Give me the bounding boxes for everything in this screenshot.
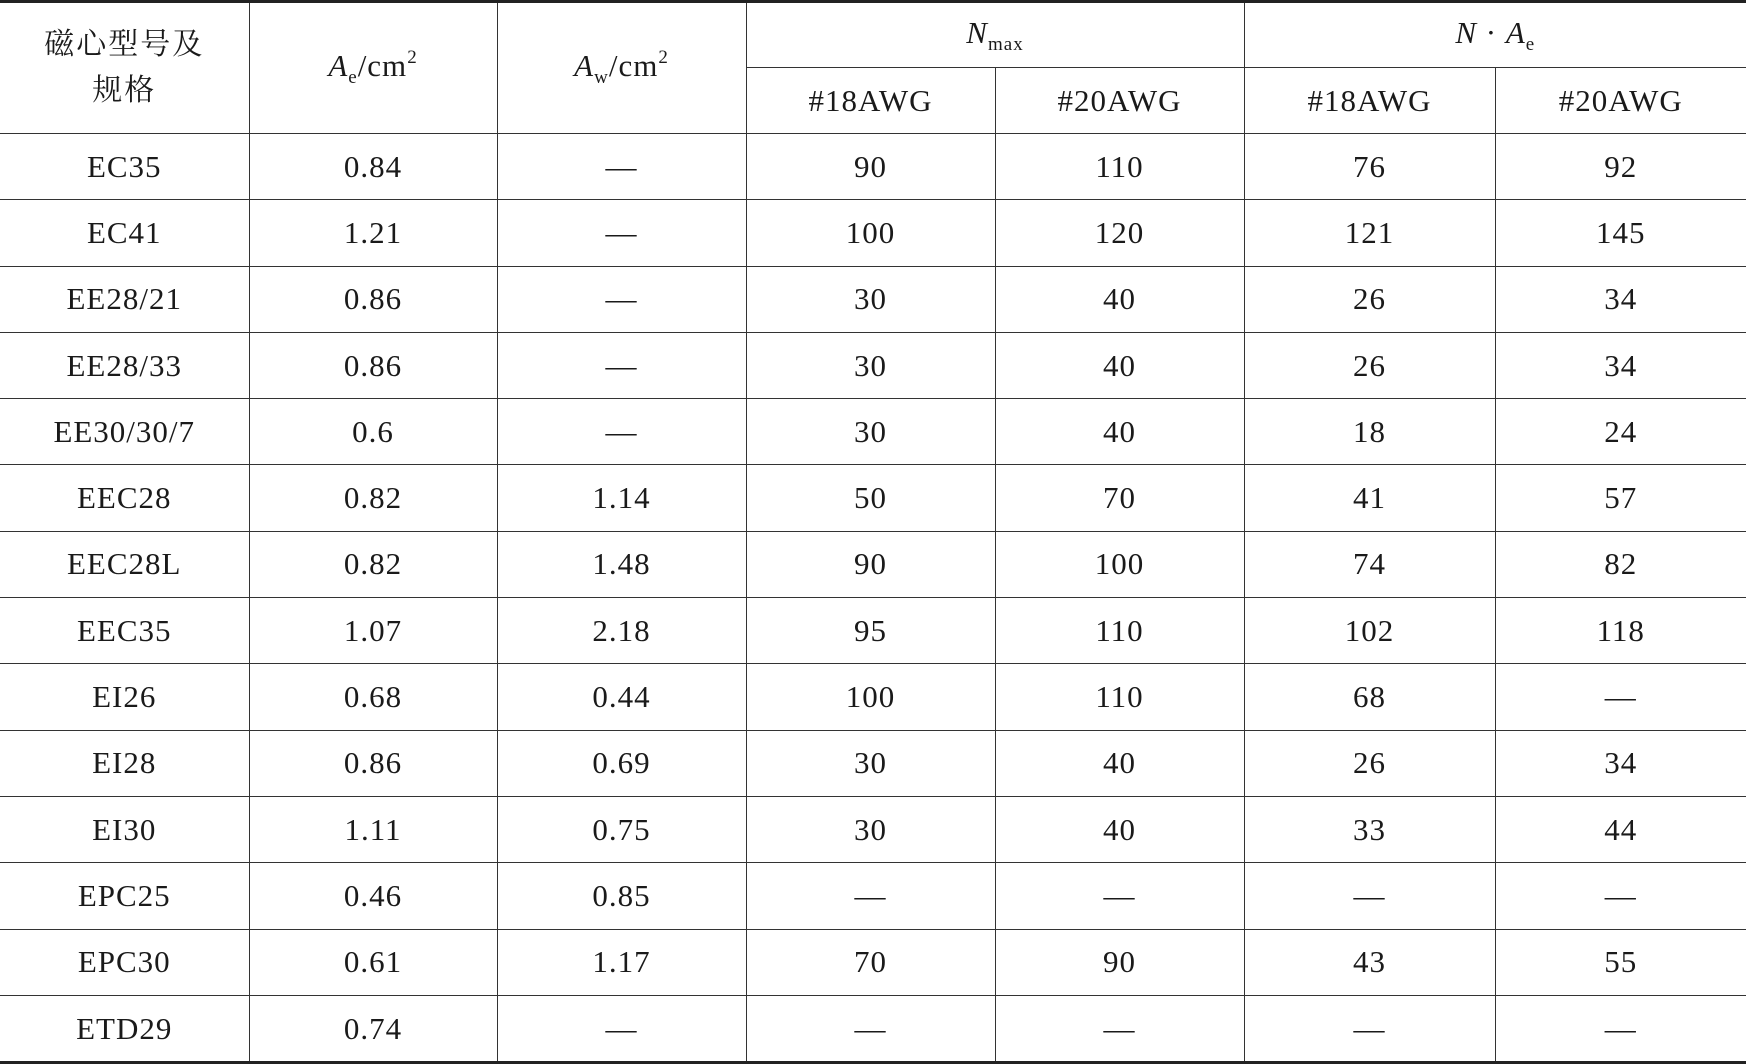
cell-nmax-20awg: — [995, 863, 1244, 929]
cell-nmax-18awg: 30 [746, 399, 995, 465]
cell-ae: 0.86 [249, 266, 497, 332]
cell-core-model: EEC28L [0, 531, 249, 597]
cell-nae-20awg: 82 [1495, 531, 1746, 597]
table-row [0, 465, 1746, 531]
cell-nae-18awg: — [1244, 863, 1495, 929]
cell-nmax-20awg: 40 [995, 730, 1244, 796]
cell-aw: — [497, 200, 746, 266]
cell-ae: 1.11 [249, 796, 497, 862]
cell-core-model: EEC35 [0, 598, 249, 664]
cell-nae-18awg: 26 [1244, 730, 1495, 796]
cell-ae: 0.82 [249, 465, 497, 531]
cell-nae-18awg: 102 [1244, 598, 1495, 664]
cell-nmax-18awg: 30 [746, 796, 995, 862]
cell-nmax-20awg: 40 [995, 332, 1244, 398]
cell-nmax-20awg: 40 [995, 399, 1244, 465]
table-row [0, 332, 1746, 398]
cell-core-model: EC41 [0, 200, 249, 266]
header-nae-20awg: #20AWG [1495, 68, 1746, 134]
cell-nmax-18awg: 100 [746, 664, 995, 730]
cell-aw: — [497, 995, 746, 1062]
cell-nmax-18awg: 70 [746, 929, 995, 995]
header-n-times-ae [1244, 2, 1746, 68]
cell-nae-18awg: 26 [1244, 266, 1495, 332]
cell-nmax-20awg: 120 [995, 200, 1244, 266]
cell-nmax-20awg: 40 [995, 796, 1244, 862]
cell-nae-20awg: — [1495, 995, 1746, 1062]
table-row [0, 531, 1746, 597]
cell-nae-20awg: 118 [1495, 598, 1746, 664]
cell-nmax-18awg: 50 [746, 465, 995, 531]
cell-core-model: EE28/33 [0, 332, 249, 398]
cell-nmax-20awg: 90 [995, 929, 1244, 995]
cell-ae: 0.74 [249, 995, 497, 1062]
cell-ae: 0.84 [249, 134, 497, 200]
cell-ae: 1.07 [249, 598, 497, 664]
cell-core-model: EPC30 [0, 929, 249, 995]
cell-ae: 1.21 [249, 200, 497, 266]
cell-aw: — [497, 266, 746, 332]
table-row [0, 730, 1746, 796]
header-nmax-20awg: #20AWG [995, 68, 1244, 134]
header-aw-superscript: 2 [658, 47, 669, 68]
cell-aw: 0.85 [497, 863, 746, 929]
cell-nae-18awg: 68 [1244, 664, 1495, 730]
header-aw [497, 2, 746, 134]
cell-aw: 1.14 [497, 465, 746, 531]
table-row [0, 863, 1746, 929]
header-nae-dot: · [1477, 14, 1506, 50]
cell-nae-18awg: 43 [1244, 929, 1495, 995]
header-nmax-subscript: max [987, 33, 1024, 55]
header-nmax-18awg: #18AWG [746, 68, 995, 134]
table-row [0, 134, 1746, 200]
table-row [0, 796, 1746, 862]
cell-nae-20awg: 55 [1495, 929, 1746, 995]
cell-nmax-18awg: — [746, 995, 995, 1062]
cell-nae-20awg: 24 [1495, 399, 1746, 465]
header-nae-subscript: e [1525, 33, 1536, 55]
cell-nmax-20awg: 110 [995, 598, 1244, 664]
cell-aw: 2.18 [497, 598, 746, 664]
header-core-model-line1: 磁心型号及 [44, 27, 205, 62]
cell-nae-18awg: 121 [1244, 200, 1495, 266]
cell-ae: 0.86 [249, 332, 497, 398]
header-aw-symbol: A [574, 48, 595, 83]
header-aw-subscript: w [594, 67, 609, 88]
header-nmax-symbol: N [966, 14, 988, 50]
cell-aw: — [497, 134, 746, 200]
cell-nae-20awg: — [1495, 863, 1746, 929]
cell-nmax-20awg: 100 [995, 531, 1244, 597]
cell-nae-20awg: 92 [1495, 134, 1746, 200]
cell-nmax-18awg: 30 [746, 730, 995, 796]
header-ae-subscript: e [348, 67, 358, 88]
header-ae [249, 2, 497, 134]
cell-ae: 0.46 [249, 863, 497, 929]
cell-nmax-18awg: 100 [746, 200, 995, 266]
cell-aw: 0.69 [497, 730, 746, 796]
cell-nae-18awg: 41 [1244, 465, 1495, 531]
cell-nmax-18awg: 95 [746, 598, 995, 664]
cell-core-model: EI30 [0, 796, 249, 862]
header-core-model [0, 2, 249, 134]
cell-nae-20awg: — [1495, 664, 1746, 730]
cell-core-model: EEC28 [0, 465, 249, 531]
table-row [0, 929, 1746, 995]
cell-nmax-18awg: 30 [746, 266, 995, 332]
cell-nmax-20awg: 110 [995, 664, 1244, 730]
cell-nae-18awg: 26 [1244, 332, 1495, 398]
cell-ae: 0.86 [249, 730, 497, 796]
cell-core-model: EE28/21 [0, 266, 249, 332]
cell-nae-18awg: 18 [1244, 399, 1495, 465]
header-core-model-line2: 规格 [92, 73, 157, 108]
cell-nae-20awg: 34 [1495, 332, 1746, 398]
header-nae-symbol-a: A [1505, 14, 1526, 50]
cell-ae: 0.61 [249, 929, 497, 995]
table-row [0, 995, 1746, 1062]
cell-nmax-20awg: — [995, 995, 1244, 1062]
cell-core-model: EPC25 [0, 863, 249, 929]
cell-core-model: ETD29 [0, 995, 249, 1062]
header-nae-18awg: #18AWG [1244, 68, 1495, 134]
table-row [0, 200, 1746, 266]
cell-nae-20awg: 57 [1495, 465, 1746, 531]
cell-ae: 0.6 [249, 399, 497, 465]
header-ae-symbol: A [328, 48, 349, 83]
cell-core-model: EI26 [0, 664, 249, 730]
cell-nae-18awg: 76 [1244, 134, 1495, 200]
cell-nmax-18awg: — [746, 863, 995, 929]
cell-aw: — [497, 332, 746, 398]
table-row [0, 399, 1746, 465]
table-row [0, 266, 1746, 332]
cell-aw: 0.75 [497, 796, 746, 862]
cell-nmax-18awg: 90 [746, 531, 995, 597]
cell-nmax-20awg: 70 [995, 465, 1244, 531]
cell-nae-20awg: 44 [1495, 796, 1746, 862]
cell-nmax-20awg: 40 [995, 266, 1244, 332]
header-nmax [746, 2, 1244, 68]
header-row-1 [0, 2, 1746, 68]
cell-aw: 1.48 [497, 531, 746, 597]
cell-nae-20awg: 34 [1495, 730, 1746, 796]
cell-nmax-20awg: 110 [995, 134, 1244, 200]
cell-core-model: EC35 [0, 134, 249, 200]
table-row [0, 598, 1746, 664]
cell-nae-18awg: — [1244, 995, 1495, 1062]
cell-core-model: EE30/30/7 [0, 399, 249, 465]
cell-nae-20awg: 145 [1495, 200, 1746, 266]
cell-nae-20awg: 34 [1495, 266, 1746, 332]
cell-nae-18awg: 74 [1244, 531, 1495, 597]
cell-nmax-18awg: 90 [746, 134, 995, 200]
cell-ae: 0.68 [249, 664, 497, 730]
table-body [0, 134, 1746, 1063]
cell-aw: 1.17 [497, 929, 746, 995]
header-nae-symbol-n: N [1455, 14, 1477, 50]
cell-aw: — [497, 399, 746, 465]
header-aw-unit: /cm [608, 48, 659, 83]
cell-core-model: EI28 [0, 730, 249, 796]
cell-aw: 0.44 [497, 664, 746, 730]
header-ae-unit: /cm [357, 48, 408, 83]
cell-nae-18awg: 33 [1244, 796, 1495, 862]
cell-ae: 0.82 [249, 531, 497, 597]
header-ae-superscript: 2 [407, 47, 418, 68]
table-row [0, 664, 1746, 730]
cell-nmax-18awg: 30 [746, 332, 995, 398]
